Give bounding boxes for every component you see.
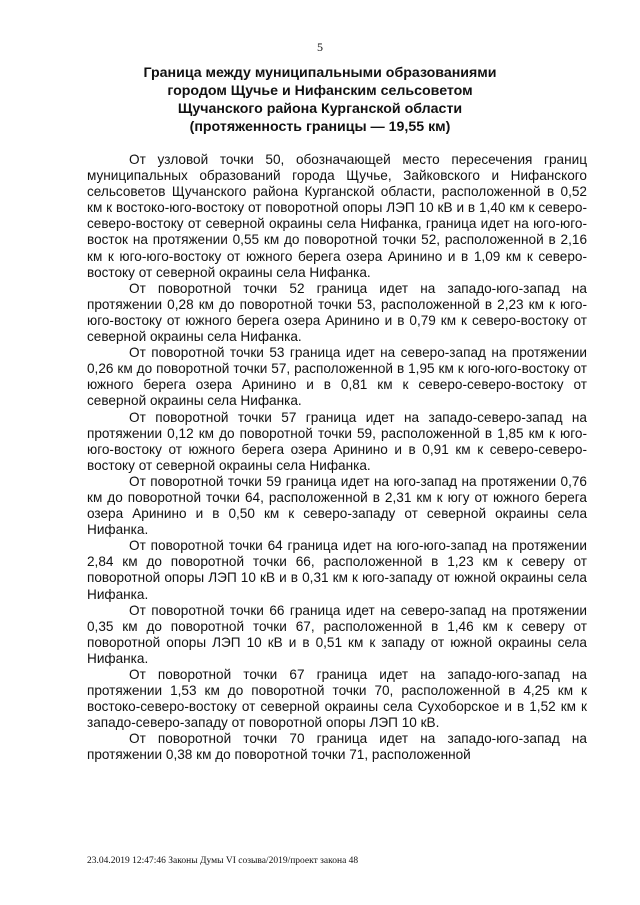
paragraph: От поворотной точки 64 граница идет на юго-юго-запад на протяжении 2,84 км до поворотной точки 66, расположенной в 1,23 км к северу от поворотной опоры ЛЭП 10 кВ и в 0,31 км к юго-западу от южной окраины села Нифанка. xyxy=(87,538,587,602)
document-footer: 23.04.2019 12:47:46 Законы Думы VI созыва/2019/проект закона 48 xyxy=(87,856,359,866)
title-line-1: Граница между муниципальными образованиями xyxy=(143,65,497,81)
paragraph: От поворотной точки 67 граница идет на западо-юго-запад на протяжении 1,53 км до поворотной точки 70, расположенной в 4,25 км к востоко-северо-востоку от северной окраины села Сухоборское и в 1,52 км к западо-северо-западу от поворотной опоры ЛЭП 10 кВ. xyxy=(87,667,587,731)
paragraph: От поворотной точки 66 граница идет на северо-запад на протяжении 0,35 км до поворотной точки 67, расположенной в 1,46 км к северу от поворотной опоры ЛЭП 10 кВ и в 0,51 км к западу от южной окраины села Нифанка. xyxy=(87,602,587,666)
title-line-4: (протяженность границы — 19,55 км) xyxy=(189,119,451,135)
paragraph: От поворотной точки 57 граница идет на западо-северо-запад на протяжении 0,12 км до поворотной точки 59, расположенной в 1,85 км к юго-юго-востоку от южного берега озера Аринино и в 0,91 км к северо-северо-востоку от северной окраины села Нифанка. xyxy=(87,409,587,473)
paragraph: От поворотной точки 52 граница идет на западо-юго-запад на протяжении 0,28 км до поворотной точки 53, расположенной в 2,23 км к юго-юго-востоку от южного берега озера Аринино и в 0,79 км к северо-востоку от северной окраины села Нифанка. xyxy=(87,280,587,345)
paragraph: От поворотной точки 70 граница идет на западо-юго-запад на протяжении 0,38 км до поворотной точки 71, расположенной xyxy=(87,731,587,763)
paragraph: От узловой точки 50, обозначающей место пересечения границ муниципальных образований города Щучье, Зайковского и Нифанского сельсоветов Щучанского района Курганской области, расположенной в 0,52 км к востоко-юго-востоку от поворотной опоры ЛЭП 10 кВ и в 1,40 км к северо-северо-востоку от северной окраины села Нифанка, граница идет на юго-юго-восток на протяжении 0,55 км до поворотной точки 52, расположенной в 2,16 км к юго-юго-востоку от южного берега озера Аринино и в 1,09 км к северо-востоку от северной окраины села Нифанка. xyxy=(87,152,587,280)
paragraph: От поворотной точки 59 граница идет на юго-запад на протяжении 0,76 км до поворотной точки 64, расположенной в 2,31 км к югу от южного берега озера Аринино и в 0,50 км к северо-западу от северной окраины села Нифанка. xyxy=(87,473,587,538)
paragraph: От поворотной точки 53 граница идет на северо-запад на протяжении 0,26 км до поворотной точки 57, расположенной в 1,95 км к юго-юго-востоку от южного берега озера Аринино и в 0,81 км к северо-северо-востоку от северной окраины села Нифанка. xyxy=(87,345,587,409)
page-number: 5 xyxy=(317,40,323,54)
title-line-2: городом Щучье и Нифанским сельсоветом xyxy=(167,83,473,99)
document-body xyxy=(87,152,587,764)
document-title xyxy=(80,64,560,136)
title-line-3: Щучанского района Курганской области xyxy=(177,101,463,117)
